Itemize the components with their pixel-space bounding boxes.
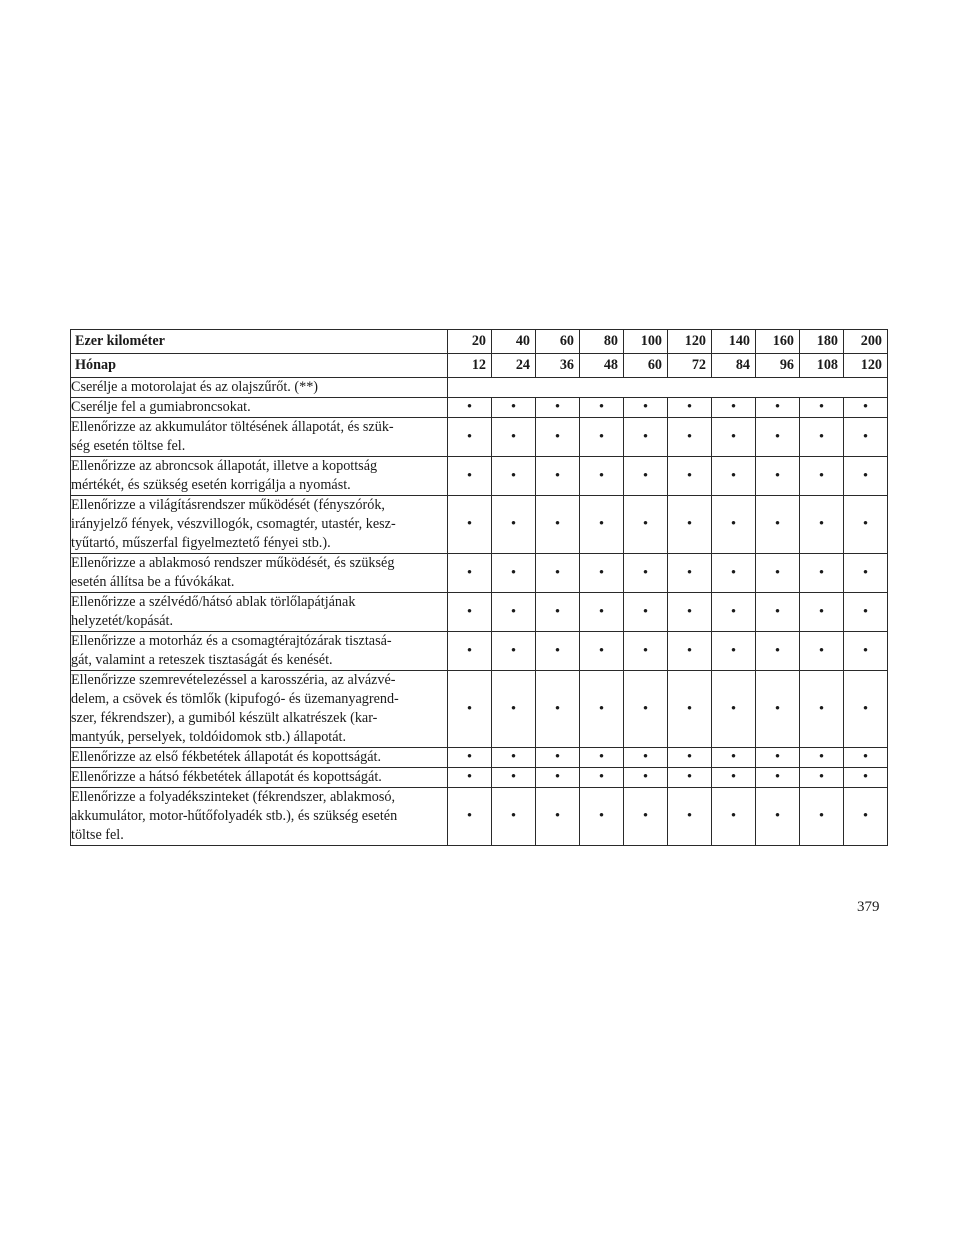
table-row bbox=[71, 398, 888, 418]
interval-bullet: • bbox=[448, 418, 492, 457]
interval-bullet: • bbox=[800, 554, 844, 593]
interval-bullet: • bbox=[624, 788, 668, 846]
interval-bullet: • bbox=[492, 593, 536, 632]
task-description bbox=[71, 671, 448, 748]
page-number: 379 bbox=[857, 899, 880, 915]
interval-bullet: • bbox=[624, 593, 668, 632]
task-description bbox=[71, 378, 448, 398]
table-row bbox=[71, 748, 888, 768]
task-description bbox=[71, 788, 448, 846]
task-line: Ellenőrizze az akkumulátor töltésének állapotát, és szük- bbox=[71, 419, 394, 435]
table-row bbox=[71, 593, 888, 632]
interval-bullet: • bbox=[844, 496, 888, 554]
interval-bullet: • bbox=[624, 748, 668, 768]
interval-bullet: • bbox=[712, 768, 756, 788]
interval-bullet: • bbox=[844, 398, 888, 418]
interval-bullet: • bbox=[448, 671, 492, 748]
interval-bullet: • bbox=[492, 457, 536, 496]
header-km-cell: 100 bbox=[624, 330, 668, 354]
table-row bbox=[71, 671, 888, 748]
interval-bullet: • bbox=[712, 788, 756, 846]
interval-bullet: • bbox=[712, 554, 756, 593]
interval-bullet: • bbox=[800, 671, 844, 748]
interval-bullet: • bbox=[536, 768, 580, 788]
interval-bullet: • bbox=[712, 593, 756, 632]
interval-bullet: • bbox=[536, 788, 580, 846]
interval-bullet: • bbox=[448, 788, 492, 846]
task-line: akkumulátor, motor-hűtőfolyadék stb.), és szükség esetén bbox=[71, 808, 398, 824]
interval-bullet: • bbox=[756, 768, 800, 788]
header-month-cell: 72 bbox=[668, 354, 712, 378]
task-line: irányjelző fények, vészvillogók, csomagtér, utastér, kesz- bbox=[71, 516, 396, 532]
task-description bbox=[71, 418, 448, 457]
interval-bullet: • bbox=[580, 671, 624, 748]
interval-bullet: • bbox=[800, 768, 844, 788]
interval-bullet: • bbox=[800, 748, 844, 768]
task-line: Ellenőrizze a világításrendszer működését (fényszórók, bbox=[71, 497, 385, 513]
table-row bbox=[71, 788, 888, 846]
table-row bbox=[71, 768, 888, 788]
interval-bullet: • bbox=[668, 554, 712, 593]
header-km-cell: 80 bbox=[580, 330, 624, 354]
header-km-cell: 40 bbox=[492, 330, 536, 354]
task-description bbox=[71, 593, 448, 632]
task-line: ség esetén töltse fel. bbox=[71, 438, 186, 454]
task-line: Ellenőrizze a motorház és a csomagtérajtózárak tisztasá- bbox=[71, 633, 392, 649]
interval-bullet: • bbox=[844, 788, 888, 846]
interval-bullet: • bbox=[492, 671, 536, 748]
task-line: Ellenőrizze a ablakmosó rendszer működését, és szükség bbox=[71, 555, 395, 571]
interval-bullet: • bbox=[668, 457, 712, 496]
header-km-cell: 180 bbox=[800, 330, 844, 354]
task-line: szer, fékrendszer), a gumiból készült alkatrészek (kar- bbox=[71, 710, 378, 726]
interval-bullet: • bbox=[536, 418, 580, 457]
interval-bullet: • bbox=[844, 632, 888, 671]
interval-bullet: • bbox=[624, 418, 668, 457]
interval-bullet: • bbox=[492, 788, 536, 846]
interval-bullet: • bbox=[844, 457, 888, 496]
interval-bullet: • bbox=[624, 457, 668, 496]
interval-bullet: • bbox=[536, 457, 580, 496]
task-description bbox=[71, 768, 448, 788]
interval-bullet: • bbox=[800, 632, 844, 671]
interval-bullet: • bbox=[668, 418, 712, 457]
interval-bullet: • bbox=[624, 768, 668, 788]
interval-bullet: • bbox=[668, 398, 712, 418]
interval-bullet: • bbox=[800, 593, 844, 632]
header-km-label: Ezer kilométer bbox=[71, 330, 448, 354]
task-line: mértékét, és szükség esetén korrigálja a nyomást. bbox=[71, 477, 351, 493]
schedule-body bbox=[71, 378, 888, 846]
interval-bullet: • bbox=[756, 632, 800, 671]
interval-bullet: • bbox=[800, 788, 844, 846]
task-description bbox=[71, 632, 448, 671]
task-line: gát, valamint a reteszek tisztaságát és kenését. bbox=[71, 652, 333, 668]
header-month-cell: 12 bbox=[448, 354, 492, 378]
interval-bullet: • bbox=[448, 457, 492, 496]
interval-bullet: • bbox=[624, 632, 668, 671]
header-km-cell: 20 bbox=[448, 330, 492, 354]
interval-bullet: • bbox=[668, 748, 712, 768]
header-month-cell: 96 bbox=[756, 354, 800, 378]
interval-bullet: • bbox=[712, 398, 756, 418]
interval-bullet: • bbox=[536, 398, 580, 418]
interval-bullet: • bbox=[580, 398, 624, 418]
header-km-cell: 160 bbox=[756, 330, 800, 354]
interval-bullet: • bbox=[624, 398, 668, 418]
task-line: Cserélje a motorolajat és az olajszűrőt. (**) bbox=[71, 379, 319, 395]
interval-bullet: • bbox=[712, 418, 756, 457]
header-month-cell: 84 bbox=[712, 354, 756, 378]
interval-bullet: • bbox=[580, 418, 624, 457]
interval-bullet: • bbox=[668, 496, 712, 554]
interval-bullet: • bbox=[448, 593, 492, 632]
interval-bullet: • bbox=[536, 748, 580, 768]
interval-bullet: • bbox=[668, 593, 712, 632]
interval-bullet: • bbox=[712, 496, 756, 554]
task-description bbox=[71, 457, 448, 496]
task-description bbox=[71, 748, 448, 768]
task-line: tyűtartó, műszerfal figyelmeztető fényei stb.). bbox=[71, 535, 331, 551]
interval-bullet: • bbox=[756, 671, 800, 748]
task-line: esetén állítsa be a fúvókákat. bbox=[71, 574, 235, 590]
interval-bullet: • bbox=[492, 554, 536, 593]
interval-bullet: • bbox=[580, 632, 624, 671]
header-month-label: Hónap bbox=[71, 354, 448, 378]
task-line: helyzetét/kopását. bbox=[71, 613, 174, 629]
interval-bullet: • bbox=[800, 418, 844, 457]
task-line: Ellenőrizze a hátsó fékbetétek állapotát és kopottságát. bbox=[71, 769, 382, 785]
interval-bullet: • bbox=[580, 788, 624, 846]
interval-bullet: • bbox=[536, 593, 580, 632]
interval-bullet: • bbox=[492, 496, 536, 554]
interval-bullet: • bbox=[800, 496, 844, 554]
interval-bullet: • bbox=[844, 593, 888, 632]
interval-bullet: • bbox=[492, 748, 536, 768]
task-line: Ellenőrizze az első fékbetétek állapotát és kopottságát. bbox=[71, 749, 382, 765]
interval-bullet: • bbox=[448, 768, 492, 788]
interval-bullet: • bbox=[844, 554, 888, 593]
interval-bullet: • bbox=[448, 496, 492, 554]
header-month-cell: 48 bbox=[580, 354, 624, 378]
interval-bullet: • bbox=[756, 418, 800, 457]
task-line: Ellenőrizze az abroncsok állapotát, illetve a kopottság bbox=[71, 458, 378, 474]
interval-bullet: • bbox=[668, 632, 712, 671]
interval-bullet: • bbox=[536, 671, 580, 748]
table-row bbox=[71, 554, 888, 593]
interval-bullet: • bbox=[536, 496, 580, 554]
interval-bullet: • bbox=[580, 496, 624, 554]
interval-bullet: • bbox=[492, 398, 536, 418]
task-line: mantyúk, perselyek, toldóidomok stb.) állapotát. bbox=[71, 729, 347, 745]
header-km-cell: 60 bbox=[536, 330, 580, 354]
interval-bullet: • bbox=[580, 457, 624, 496]
header-month-cell: 120 bbox=[844, 354, 888, 378]
interval-bullet: • bbox=[756, 748, 800, 768]
task-line: Cserélje fel a gumiabroncsokat. bbox=[71, 399, 251, 415]
header-month-cell: 60 bbox=[624, 354, 668, 378]
interval-bullet: • bbox=[448, 554, 492, 593]
interval-bullet: • bbox=[756, 398, 800, 418]
interval-bullet: • bbox=[668, 671, 712, 748]
interval-bullet: • bbox=[756, 593, 800, 632]
interval-bullet: • bbox=[536, 554, 580, 593]
table-row bbox=[71, 378, 888, 398]
header-km-cell: 120 bbox=[668, 330, 712, 354]
empty-interval-cell bbox=[448, 378, 888, 398]
table-row bbox=[71, 418, 888, 457]
header-month-cell: 24 bbox=[492, 354, 536, 378]
maintenance-schedule-table-wrap bbox=[70, 329, 887, 846]
interval-bullet: • bbox=[624, 496, 668, 554]
header-month-cell: 36 bbox=[536, 354, 580, 378]
interval-bullet: • bbox=[712, 748, 756, 768]
task-description bbox=[71, 398, 448, 418]
interval-bullet: • bbox=[712, 671, 756, 748]
interval-bullet: • bbox=[448, 398, 492, 418]
interval-bullet: • bbox=[756, 457, 800, 496]
interval-bullet: • bbox=[844, 768, 888, 788]
interval-bullet: • bbox=[668, 768, 712, 788]
interval-bullet: • bbox=[756, 554, 800, 593]
interval-bullet: • bbox=[536, 632, 580, 671]
header-km-cell: 140 bbox=[712, 330, 756, 354]
interval-bullet: • bbox=[844, 748, 888, 768]
interval-bullet: • bbox=[492, 418, 536, 457]
header-month-cell: 108 bbox=[800, 354, 844, 378]
table-row bbox=[71, 632, 888, 671]
interval-bullet: • bbox=[756, 496, 800, 554]
interval-bullet: • bbox=[668, 788, 712, 846]
interval-bullet: • bbox=[448, 748, 492, 768]
interval-bullet: • bbox=[712, 457, 756, 496]
interval-bullet: • bbox=[580, 554, 624, 593]
maintenance-schedule-table bbox=[70, 329, 888, 846]
task-description bbox=[71, 554, 448, 593]
interval-bullet: • bbox=[448, 632, 492, 671]
table-row bbox=[71, 496, 888, 554]
interval-bullet: • bbox=[624, 554, 668, 593]
task-description bbox=[71, 496, 448, 554]
interval-bullet: • bbox=[624, 671, 668, 748]
task-line: Ellenőrizze szemrevételezéssel a karosszéria, az alvázvé- bbox=[71, 672, 396, 688]
interval-bullet: • bbox=[800, 398, 844, 418]
table-row bbox=[71, 457, 888, 496]
task-line: delem, a csövek és tömlők (kipufogó- és üzemanyagrend- bbox=[71, 691, 399, 707]
interval-bullet: • bbox=[800, 457, 844, 496]
header-km-cell: 200 bbox=[844, 330, 888, 354]
header-row-km bbox=[71, 330, 888, 354]
task-line: töltse fel. bbox=[71, 827, 124, 843]
interval-bullet: • bbox=[492, 632, 536, 671]
interval-bullet: • bbox=[580, 748, 624, 768]
interval-bullet: • bbox=[580, 768, 624, 788]
task-line: Ellenőrizze a folyadékszinteket (fékrendszer, ablakmosó, bbox=[71, 789, 396, 805]
interval-bullet: • bbox=[580, 593, 624, 632]
interval-bullet: • bbox=[712, 632, 756, 671]
interval-bullet: • bbox=[844, 418, 888, 457]
interval-bullet: • bbox=[492, 768, 536, 788]
interval-bullet: • bbox=[756, 788, 800, 846]
task-line: Ellenőrizze a szélvédő/hátsó ablak törlőlapátjának bbox=[71, 594, 356, 610]
interval-bullet: • bbox=[844, 671, 888, 748]
header-row-month bbox=[71, 354, 888, 378]
